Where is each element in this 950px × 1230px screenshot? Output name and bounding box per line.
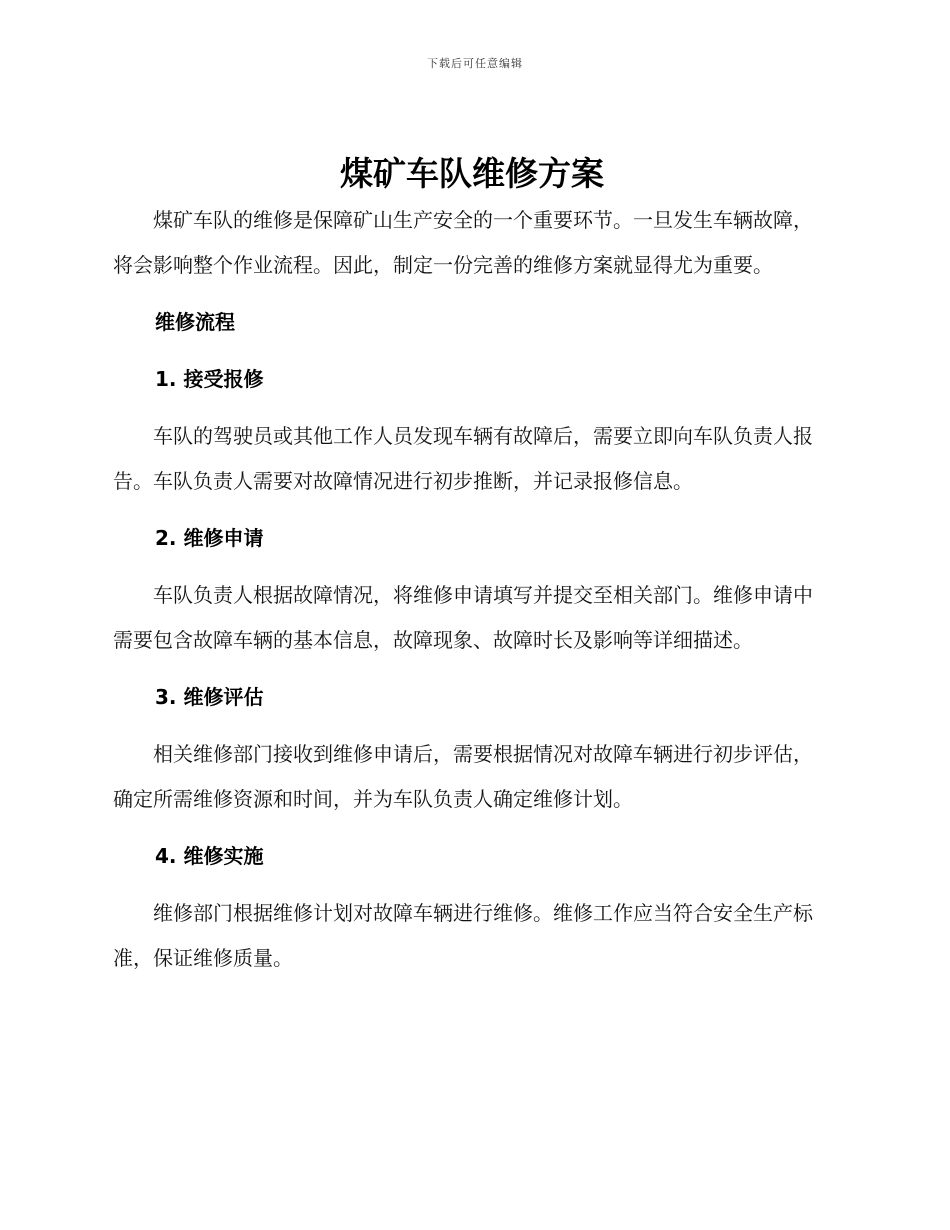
- step-heading: 4. 维修实施: [155, 844, 264, 868]
- step-heading: 1. 接受报修: [155, 367, 264, 391]
- section-heading: 维修流程: [155, 310, 235, 334]
- step-paragraph: 车队负责人根据故障情况，将维修申请填写并提交至相关部门。维修申请中需要包含故障车辆的基本信息，故障现象、故障时长及影响等详细描述。: [113, 583, 813, 652]
- step-heading: 3. 维修评估: [155, 685, 264, 709]
- step-paragraph: 维修部门根据维修计划对故障车辆进行维修。维修工作应当符合安全生产标准，保证维修质量。: [113, 901, 813, 970]
- step-paragraph: 车队的驾驶员或其他工作人员发现车辆有故障后，需要立即向车队负责人报告。车队负责人需要对故障情况进行初步推断，并记录报修信息。: [113, 424, 813, 493]
- intro-paragraph: 煤矿车队的维修是保障矿山生产安全的一个重要环节。一旦发生车辆故障，将会影响整个作业流程。因此，制定一份完善的维修方案就显得尤为重要。: [113, 208, 813, 277]
- document-title: 煤矿车队维修方案: [340, 154, 604, 193]
- step-paragraph: 相关维修部门接收到维修申请后，需要根据情况对故障车辆进行初步评估，确定所需维修资源和时间，并为车队负责人确定维修计划。: [113, 742, 813, 811]
- page-header-note: 下载后可任意编辑: [427, 57, 523, 70]
- step-heading: 2. 维修申请: [155, 526, 264, 550]
- document-body: [113, 150, 831, 981]
